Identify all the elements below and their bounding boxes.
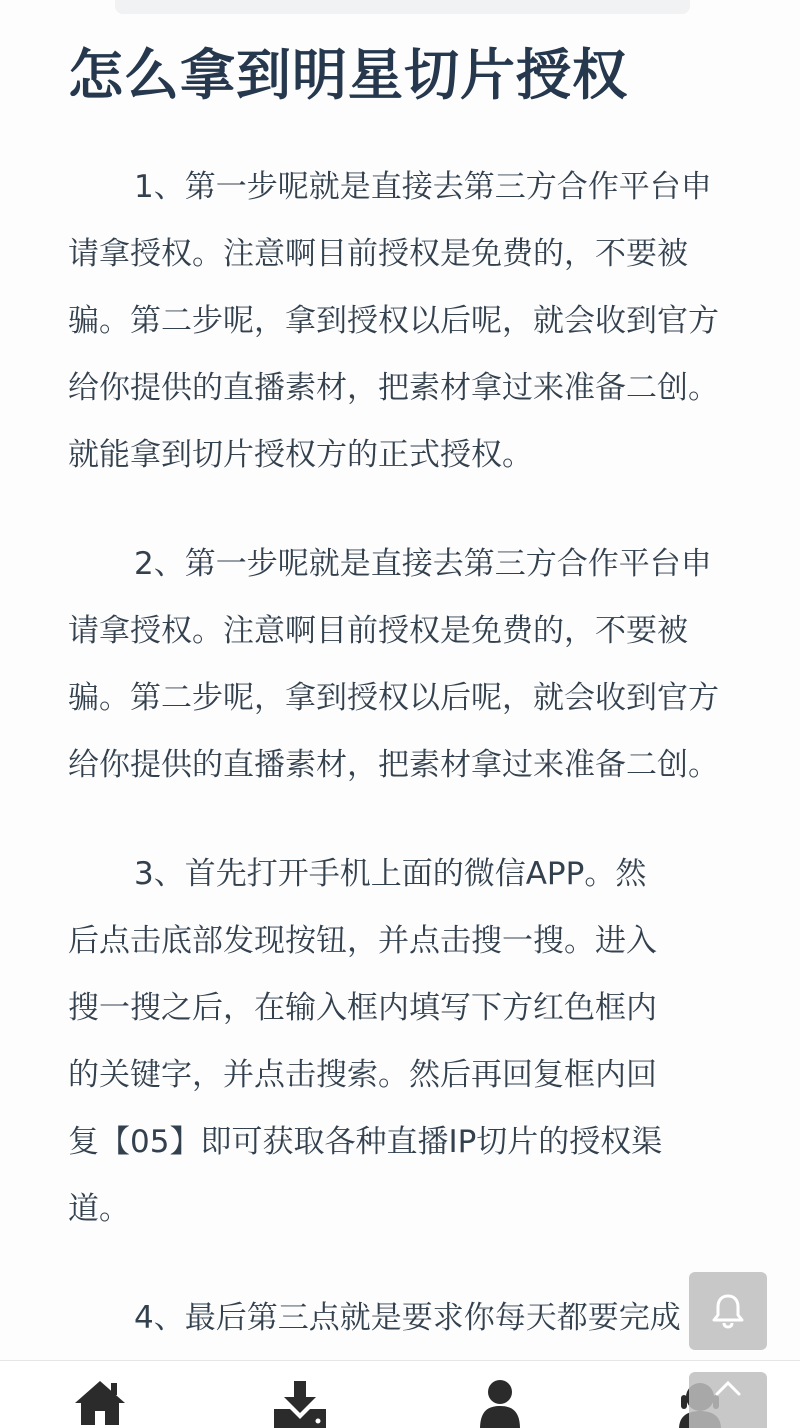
download-icon — [272, 1379, 328, 1428]
nav-download-button[interactable] — [270, 1379, 330, 1428]
article-paragraph-1: 1、第一步呢就是直接去第三方合作平台申请拿授权。注意啊目前授权是免费的，不要被骗。第二步呢，拿到授权以后呢，就会收到官方给你提供的直播素材，把素材拿过来准备二创。就能拿到切片授权方的正式授权。 — [68, 169, 719, 473]
page-title: 怎么拿到明星切片授权 — [68, 43, 629, 107]
home-icon — [73, 1379, 127, 1428]
article-paragraph-2: 2、第一步呢就是直接去第三方合作平台申请拿授权。注意啊目前授权是免费的，不要被骗。第二步呢，拿到授权以后呢，就会收到官方给你提供的直播素材，把素材拿过来准备二创。 — [68, 546, 719, 783]
nav-user-button[interactable] — [470, 1379, 530, 1428]
notification-button[interactable] — [689, 1272, 767, 1350]
bottom-nav — [0, 1360, 800, 1428]
chevron-up-icon — [713, 1378, 743, 1398]
top-bar — [115, 0, 690, 14]
article-content — [68, 40, 738, 1352]
back-to-top-button[interactable] — [689, 1372, 767, 1428]
bell-icon — [711, 1293, 745, 1329]
article-paragraph-4: 4、最后第三点就是要求你每天都要完成 — [134, 1300, 681, 1336]
nav-home-button[interactable] — [70, 1379, 130, 1428]
user-icon — [478, 1379, 522, 1428]
article-paragraph-3: 3、首先打开手机上面的微信APP。然后点击底部发现按钮，并点击搜一搜。进入搜一搜之后，在输入框内填写下方红色框内的关键字，并点击搜索。然后再回复框内回复【05】即可获取各种直播IP切片的授权渠道。 — [68, 856, 663, 1227]
